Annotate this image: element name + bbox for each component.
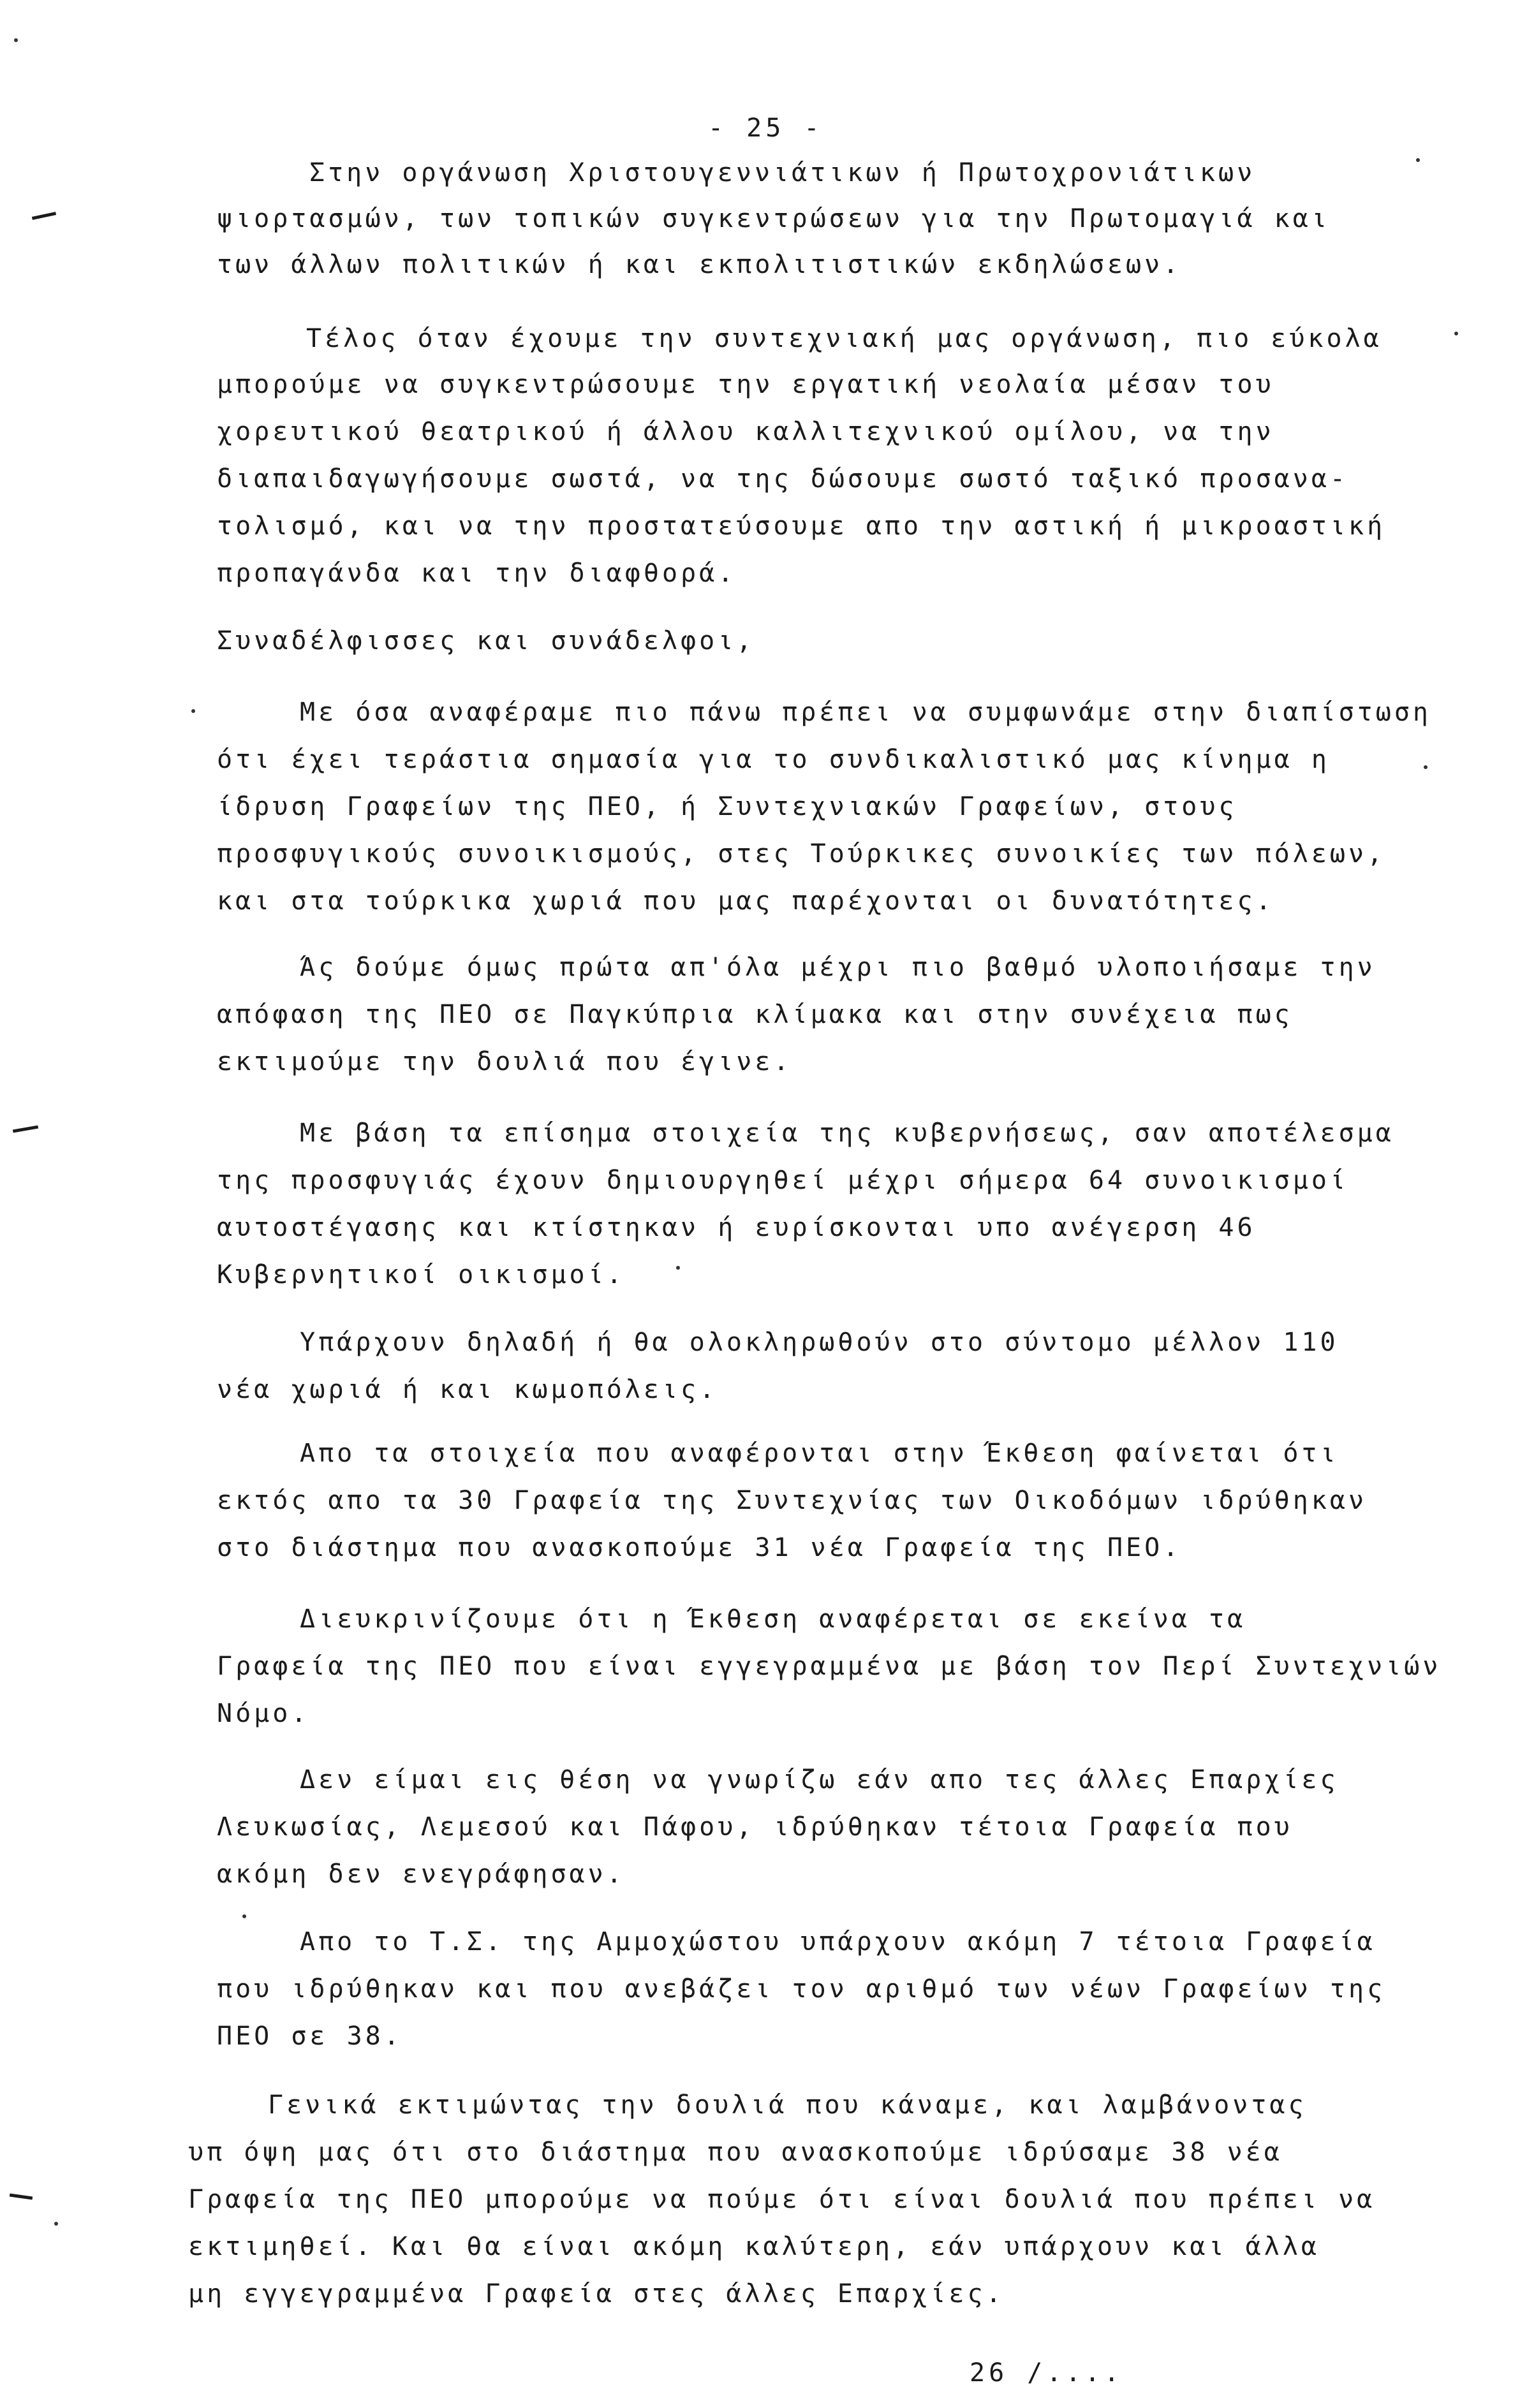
text-line: Υπάρχουν δηλαδή ή θα ολοκληρωθούν στο σύντομο μέλλον 110 bbox=[300, 1328, 1339, 1357]
text-line: Άς δούμε όμως πρώτα απ'όλα μέχρι πιο βαθμό υλοποιήσαμε την bbox=[300, 953, 1376, 982]
text-line: που ιδρύθηκαν και που ανεβάζει τον αριθμό των νέων Γραφείων της bbox=[217, 1974, 1386, 2004]
text-line: στο διάστημα που ανασκοπούμε 31 νέα Γραφεία της ΠΕΟ. bbox=[217, 1533, 1182, 1562]
text-line: ακόμη δεν ενεγράφησαν. bbox=[217, 1860, 625, 1889]
text-line: Απο το Τ.Σ. της Αμμοχώστου υπάρχουν ακόμη 7 τέτοια Γραφεία bbox=[300, 1927, 1376, 1956]
text-line: Γραφεία της ΠΕΟ που είναι εγγεγραμμένα με βάση τον Περί Συντεχνιών bbox=[217, 1652, 1442, 1681]
text-line: ότι έχει τεράστια σημασία για το συνδικαλιστικό μας κίνημα η bbox=[217, 745, 1330, 774]
text-line: Κυβερνητικοί οικισμοί. bbox=[217, 1260, 625, 1289]
text-line: αυτοστέγασης και κτίστηκαν ή ευρίσκονται υπο ανέγερση 46 bbox=[217, 1213, 1256, 1242]
text-line: εκτιμούμε την δουλιά που έγινε. bbox=[217, 1047, 792, 1076]
speck bbox=[1454, 332, 1458, 335]
speck bbox=[191, 709, 195, 713]
speck bbox=[676, 1266, 680, 1270]
text-line: μη εγγεγραμμένα Γραφεία στες άλλες Επαρχίες. bbox=[188, 2279, 1005, 2309]
text-line: χορευτικού θεατρικού ή άλλου καλλιτεχνικού ομίλου, να την bbox=[217, 417, 1274, 446]
text-line: ψιορτασμών, των τοπικών συγκεντρώσεων για την Πρωτομαγιά και bbox=[217, 204, 1330, 233]
text-line: των άλλων πολιτικών ή και εκπολιτιστικών εκδηλώσεων. bbox=[217, 250, 1182, 279]
speck bbox=[14, 38, 18, 42]
text-line: ΠΕΟ σε 38. bbox=[217, 2022, 402, 2051]
text-line: μπορούμε να συγκεντρώσουμε την εργατική νεολαία μέσαν του bbox=[217, 370, 1274, 399]
text-line: Νόμο. bbox=[217, 1699, 310, 1728]
salutation: Συναδέλφισσες και συνάδελφοι, bbox=[217, 626, 755, 656]
text-line: απόφαση της ΠΕΟ σε Παγκύπρια κλίμακα και στην συνέχεια πως bbox=[217, 1000, 1293, 1029]
text-line: της προσφυγιάς έχουν δημιουργηθεί μέχρι σήμερα 64 συνοικισμοί bbox=[217, 1166, 1349, 1195]
speck bbox=[54, 2222, 58, 2226]
margin-mark bbox=[10, 2194, 33, 2200]
text-line: Λευκωσίας, Λεμεσού και Πάφου, ιδρύθηκαν τέτοια Γραφεία που bbox=[217, 1812, 1293, 1842]
text-line: τολισμό, και να την προστατεύσουμε απο την αστική ή μικροαστική bbox=[217, 511, 1386, 541]
text-line: Με όσα αναφέραμε πιο πάνω πρέπει να συμφωνάμε στην διαπίστωση bbox=[300, 698, 1432, 727]
text-line: Διευκρινίζουμε ότι η Έκθεση αναφέρεται σε εκείνα τα bbox=[300, 1604, 1246, 1634]
text-line: προσφυγικούς συνοικισμούς, στες Τούρκικες συνοικίες των πόλεων, bbox=[217, 839, 1386, 869]
text-line: Τέλος όταν έχουμε την συντεχνιακή μας οργάνωση, πιο εύκολα bbox=[306, 324, 1382, 353]
text-line: Γενικά εκτιμώντας την δουλιά που κάναμε, και λαμβάνοντας bbox=[268, 2090, 1307, 2120]
page-number: - 25 - bbox=[708, 114, 823, 143]
text-line: διαπαιδαγωγήσουμε σωστά, να της δώσουμε σωστό ταξικό προσανα- bbox=[217, 464, 1349, 494]
margin-mark bbox=[32, 212, 56, 220]
speck bbox=[1416, 158, 1420, 162]
text-line: εκτός απο τα 30 Γραφεία της Συντεχνίας των Οικοδόμων ιδρύθηκαν bbox=[217, 1486, 1368, 1515]
text-line: προπαγάνδα και την διαφθορά. bbox=[217, 559, 737, 588]
margin-mark bbox=[13, 1126, 38, 1133]
text-line: εκτιμηθεί. Και θα είναι ακόμη καλύτερη, εάν υπάρχουν και άλλα bbox=[188, 2232, 1320, 2261]
text-line: υπ όψη μας ότι στο διάστημα που ανασκοπούμε ιδρύσαμε 38 νέα bbox=[188, 2138, 1283, 2167]
text-line: Δεν είμαι εις θέση να γνωρίζω εάν απο τες άλλες Επαρχίες bbox=[300, 1765, 1339, 1795]
text-line: Απο τα στοιχεία που αναφέρονται στην Έκθεση φαίνεται ότι bbox=[300, 1439, 1339, 1468]
text-line: και στα τούρκικα χωριά που μας παρέχονται οι δυνατότητες. bbox=[217, 886, 1274, 916]
text-line: Στην οργάνωση Χριστουγεννιάτικων ή Πρωτοχρονιάτικων bbox=[309, 158, 1256, 187]
continuation-marker: 26 /.... bbox=[970, 2358, 1123, 2388]
text-line: ίδρυση Γραφείων της ΠΕΟ, ή Συντεχνιακών Γραφείων, στους bbox=[217, 792, 1237, 821]
text-line: Γραφεία της ΠΕΟ μπορούμε να πούμε ότι είναι δουλιά που πρέπει να bbox=[188, 2185, 1376, 2214]
text-line: Με βάση τα επίσημα στοιχεία της κυβερνήσεως, σαν αποτέλεσμα bbox=[300, 1119, 1394, 1148]
text-line: νέα χωριά ή και κωμοπόλεις. bbox=[217, 1375, 718, 1404]
speck bbox=[242, 1914, 246, 1918]
speck bbox=[1424, 765, 1428, 769]
